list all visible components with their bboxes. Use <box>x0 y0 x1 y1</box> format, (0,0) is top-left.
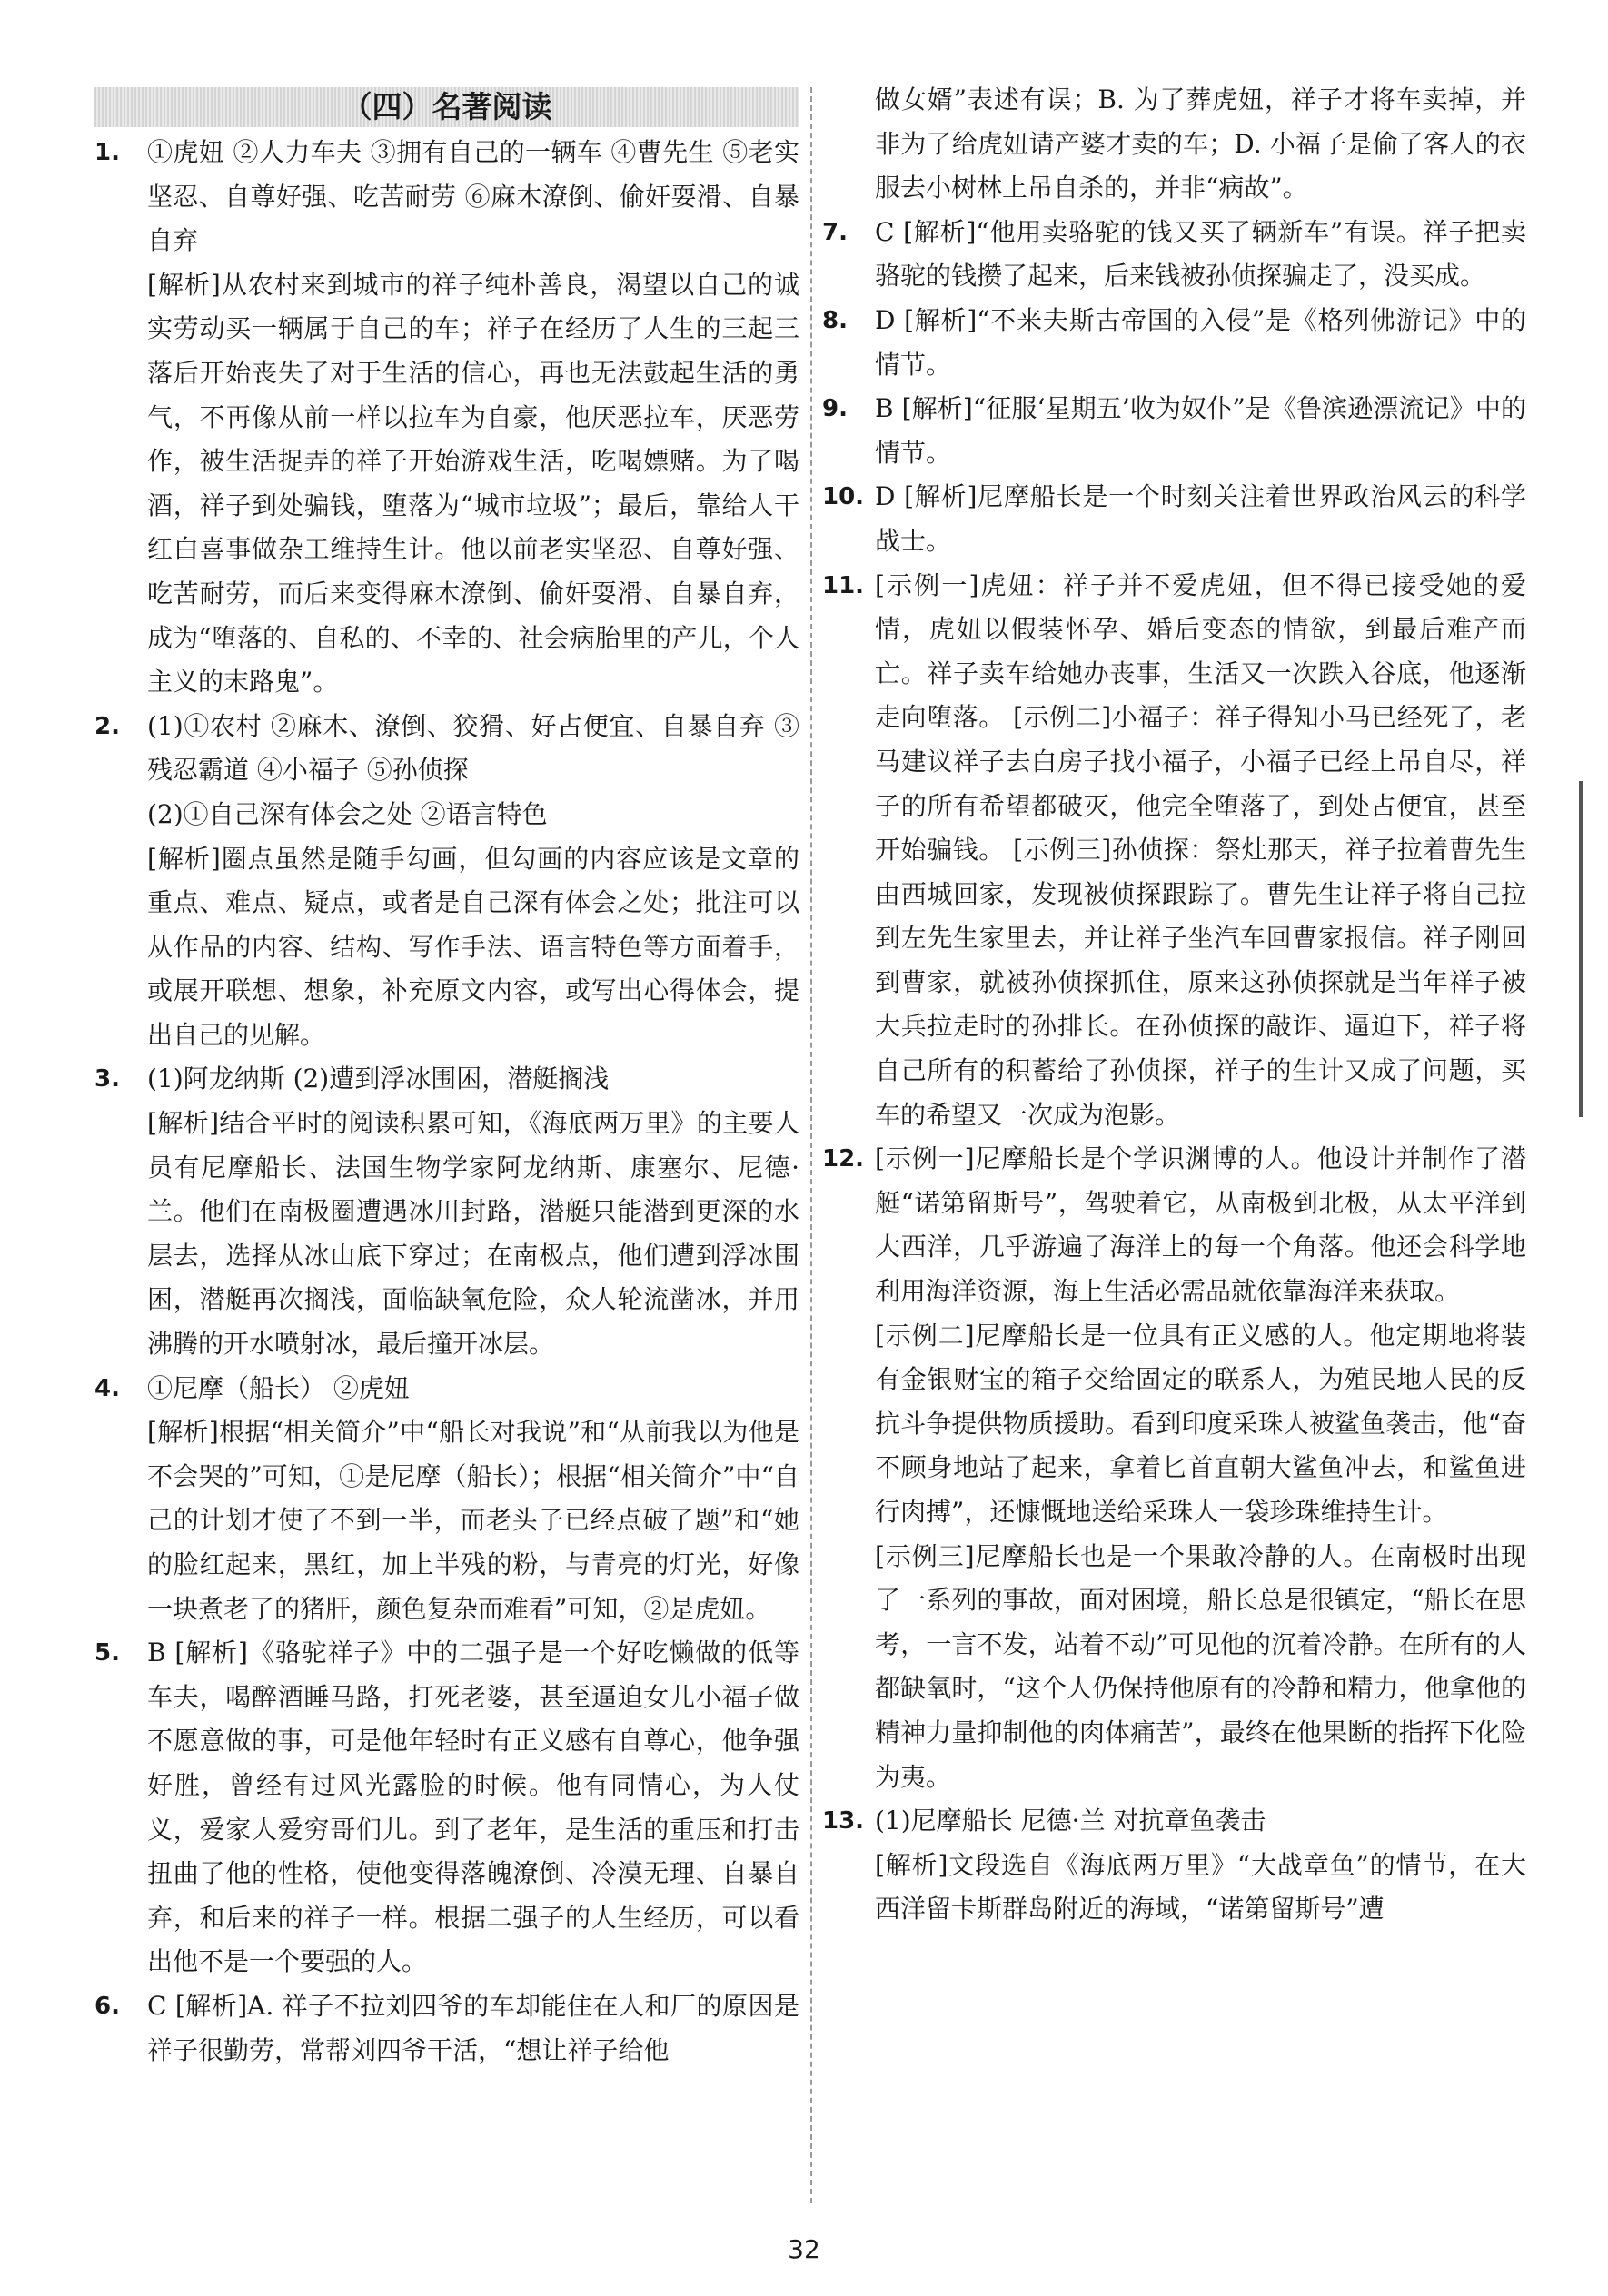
answer-text: [示例二]尼摩船长是一位具有正义感的人。他定期地将装有金银财宝的箱子交给固定的联系人，为殖民地人民的反抗斗争提供物质援助。看到印度采珠人被鲨鱼袭击，他“奋不顾身地站了起来，拿着匕首直朝大鲨鱼冲去，和鲨鱼进行肉搏”，还慷慨地送给采珠人一袋珍珠维持生计。 <box>875 1320 1526 1527</box>
answer-text: ①尼摩（船长） ②虎妞 <box>147 1372 410 1403</box>
answer-item <box>822 78 1526 211</box>
answer-number: 5. <box>94 1639 120 1668</box>
answer-number: 12. <box>822 1145 865 1173</box>
page-number: 32 <box>788 2234 820 2264</box>
answer-text: (1)阿龙纳斯 (2)遭到浮冰围困，潜艇搁浅 <box>147 1064 610 1094</box>
answer-item <box>94 131 799 705</box>
answer-item <box>822 211 1526 299</box>
answer-text: D [解析]“不来夫斯古帝国的入侵”是《格列佛游记》中的情节。 <box>875 304 1526 380</box>
right-answer-list <box>822 78 1526 1932</box>
answer-text: (1)①农村 ②麻木、潦倒、狡猾、好占便宜、自暴自弃 ③残忍霸道 ④小福子 ⑤孙侦探 <box>147 710 799 786</box>
answer-text: ①虎妞 ②人力车夫 ③拥有自己的一辆车 ④曹先生 ⑤老实坚忍、自尊好强、吃苦耐劳 ⑥麻木潦倒、偷奸耍滑、自暴自弃 <box>147 137 799 256</box>
answer-text: [解析]从农村来到城市的祥子纯朴善良，渴望以自己的诚实劳动买一辆属于自己的车；祥子在经历了人生的三起三落后开始丧失了对于生活的信心，再也无法鼓起生活的勇气，不再像从前一样以拉车为自豪，他厌恶拉车，厌恶劳作，被生活捉弄的祥子开始游戏生活，吃喝嫖赌。为了喝酒，祥子到处骗钱，堕落为“城市垃圾”；最后，靠给人干红白喜事做杂工维持生计。他以前老实坚忍、自尊好强、吃苦耐劳，而后来变得麻木潦倒、偷奸耍滑、自暴自弃，成为“堕落的、自私的、不幸的、社会病胎里的产儿，个人主义的末路鬼”。 <box>147 269 799 698</box>
answer-number: 1. <box>94 139 120 166</box>
answer-number: 2. <box>94 712 120 740</box>
answer-number: 13. <box>822 1807 865 1836</box>
page-edge-mark <box>1579 781 1583 1117</box>
answer-number: 3. <box>94 1065 120 1094</box>
section-title: （四）名著阅读 <box>94 87 799 127</box>
answer-number: 6. <box>94 1992 120 2020</box>
answer-item <box>94 1057 799 1366</box>
answer-text: C [解析]“他用卖骆驼的钱又买了辆新车”有误。祥子把卖骆驼的钱攒了起来，后来钱被孙侦探骗走了，没买成。 <box>875 216 1526 292</box>
answer-item <box>94 705 799 1058</box>
answer-text: B [解析]“征服‘星期五’收为奴仆”是《鲁滨逊漂流记》中的情节。 <box>875 393 1526 468</box>
answer-text: [示例一]虎妞：祥子并不爱虎妞，但不得已接受她的爱情，虎妞以假装怀孕、婚后变态的情欲，到最后难产而亡。祥子卖车给她办丧事，生活又一次跌入谷底，他逐渐走向堕落。 [示例二]小福子：祥子得知小马已经死了，老马建议祥子去白房子找小福子，小福子已经上吊自尽，祥子的所有希望都破灭，他完全堕落了，到处占便宜，甚至开始骗钱。 [示例三]孙侦探：祭灶那天，祥子拉着曹先生由西城回家，发现被侦探跟踪了。曹先生让祥子将自己拉到左先生家里去，并让祥子坐汽车回曹家报信。祥子刚回到曹家，就被孙侦探抓住，原来这孙侦探就是当年祥子被大兵拉走时的孙排长。在孙侦探的敲诈、逼迫下，祥子将自己所有的积蓄给了孙侦探，祥子的生计又成了问题，买车的希望又一次成为泡影。 <box>875 569 1526 1130</box>
column-divider <box>810 87 812 2203</box>
answer-item <box>822 387 1526 475</box>
answer-item <box>822 564 1526 1138</box>
answer-number: 4. <box>94 1374 120 1402</box>
left-column <box>94 87 799 2073</box>
answer-text: B [解析]《骆驼祥子》中的二强子是一个好吃懒做的低等车夫，喝醉酒睡马路，打死老婆，甚至逼迫女儿小福子做不愿意做的事，可是他年轻时有正义感有自尊心，他争强好胜，曾经有过风光露脸的时候。他有同情心，为人仗义，爱家人爱穷哥们儿。到了老年，是生活的重压和打击扭曲了他的性格，使他变得落魄潦倒、冷漠无理、自暴自弃，和后来的祥子一样。根据二强子的人生经历，可以看出他不是一个要强的人。 <box>147 1638 799 1977</box>
answer-text: [示例一]尼摩船长是个学识渊博的人。他设计并制作了潜艇“诺第留斯号”，驾驶着它，从南极到北极，从太平洋到大西洋，几乎游遍了海洋上的每一个角落。他还会科学地利用海洋资源，海上生活必需品就依靠海洋来获取。 <box>875 1143 1526 1307</box>
answer-item <box>822 1137 1526 1799</box>
answer-text: (2)①自己深有体会之处 ②语言特色 <box>147 798 548 829</box>
answer-text: C [解析]A. 祥子不拉刘四爷的车却能住在人和厂的原因是祥子很勤劳，常帮刘四爷干活，“想让祥子给他 <box>147 1990 799 2065</box>
answer-number: 9. <box>822 395 848 423</box>
answer-text: [解析]文段选自《海底两万里》“大战章鱼”的情节，在大西洋留卡斯群岛附近的海域，“诺第留斯号”遭 <box>875 1849 1526 1925</box>
left-answer-list <box>94 131 799 2073</box>
answer-text: [解析]根据“相关简介”中“船长对我说”和“从前我以为他是不会哭的”可知，①是尼摩（船长）；根据“相关简介”中“自己的计划才使了不到一半，而老头子已经点破了题”和“她的脸红起来，黑红，加上半残的粉，与青亮的灯光，好像一块煮老了的猪肝，颜色复杂而难看”可知，②是虎妞。 <box>147 1417 799 1624</box>
answer-item <box>822 299 1526 387</box>
answer-number: 8. <box>822 306 848 334</box>
answer-item <box>822 1799 1526 1932</box>
answer-text: 做女婿”表述有误；B. 为了葬虎妞，祥子才将车卖掉，并非为了给虎妞请产婆才卖的车；D. 小福子是偷了客人的衣服去小树林上吊自杀的，并非“病故”。 <box>875 84 1526 203</box>
answer-number: 7. <box>822 218 848 246</box>
right-column <box>822 78 1526 1932</box>
answer-item <box>822 475 1526 563</box>
answer-item <box>94 1631 799 1984</box>
answer-item <box>94 1367 799 1632</box>
answer-number: 10. <box>822 483 865 511</box>
answer-text: (1)尼摩船长 尼德·兰 对抗章鱼袭击 <box>875 1806 1266 1836</box>
answer-text: [解析]圈点虽然是随手勾画，但勾画的内容应该是文章的重点、难点、疑点，或者是自己深有体会之处；批注可以从作品的内容、结构、写作手法、语言特色等方面着手，或展开联想、想象，补充原文内容，或写出心得体会，提出自己的见解。 <box>147 843 799 1050</box>
answer-text: [示例三]尼摩船长也是一个果敢冷静的人。在南极时出现了一系列的事故，面对困境，船长总是很镇定，“船长在思考，一言不发，站着不动”可见他的沉着冷静。在所有的人都缺氧时，“这个人仍保持他原有的冷静和精力，他拿他的精神力量抑制他的肉体痛苦”，最终在他果断的指挥下化险为夷。 <box>875 1540 1526 1792</box>
answer-item <box>94 1984 799 2073</box>
answer-text: D [解析]尼摩船长是一个时刻关注着世界政治风云的科学战士。 <box>875 481 1526 556</box>
answer-text: [解析]结合平时的阅读积累可知，《海底两万里》的主要人员有尼摩船长、法国生物学家阿龙纳斯、康塞尔、尼德·兰。他们在南极圈遭遇冰川封路，潜艇只能潜到更深的水层去，选择从冰山底下穿过；在南极点，他们遭到浮冰围困，潜艇再次搁浅，面临缺氧危险，众人轮流凿冰，并用沸腾的开水喷射冰，最后撞开冰层。 <box>147 1108 799 1360</box>
answer-number: 11. <box>822 571 865 599</box>
